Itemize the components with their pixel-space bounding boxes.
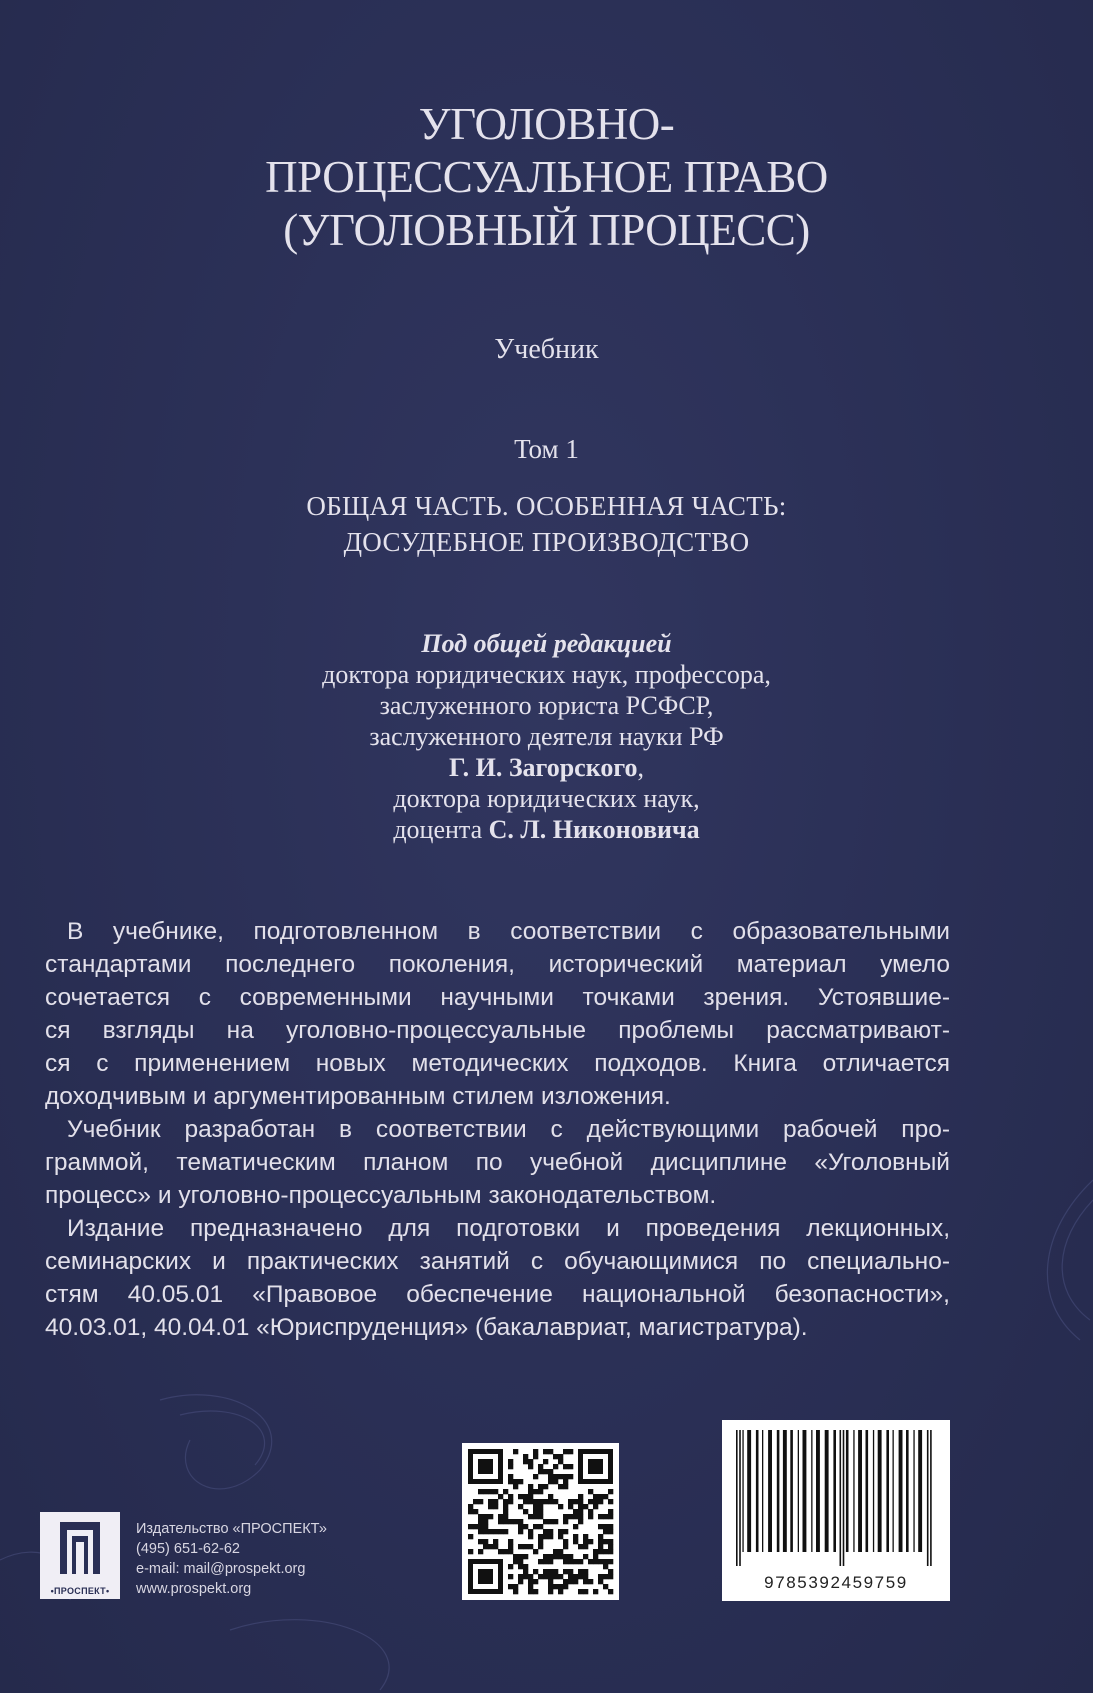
title-line-1: УГОЛОВНО-	[418, 99, 675, 149]
barcode-icon	[722, 1420, 950, 1570]
qr-code-icon	[462, 1443, 619, 1600]
annotation-line: 40.03.01, 40.04.01 «Юриспруденция» (бакалавриат, магистратура).	[45, 1314, 808, 1341]
annotation-line: стандартами последнего поколения, исторический материал умело	[45, 951, 950, 978]
editors-name-2-line	[0, 814, 1093, 845]
editors-name-1-line	[0, 752, 1093, 783]
editor-name-1-suffix: ,	[637, 753, 644, 782]
part-line-1: ОБЩАЯ ЧАСТЬ. ОСОБЕННАЯ ЧАСТЬ:	[306, 491, 787, 521]
publisher-logo-icon	[40, 1512, 120, 1584]
isbn-number: 9785392459759	[764, 1573, 908, 1592]
publisher-logo-text: •ПРОСПЕКТ•	[50, 1586, 110, 1596]
editors-line-4: доктора юридических наук,	[393, 784, 700, 813]
annotation-line: ся взгляды на уголовно-процессуальные проблемы рассматривают-	[45, 1017, 950, 1044]
book-subtitle: Учебник	[494, 334, 599, 365]
annotation-paragraph-1	[45, 915, 950, 1113]
annotation-line: граммой, тематическим планом по учебной дисциплине «Уголовный	[45, 1149, 950, 1176]
publisher-email: e-mail: mail@prospekt.org	[136, 1561, 306, 1577]
annotation-line: стям 40.05.01 «Правовое обеспечение национальной безопасности»,	[45, 1281, 950, 1308]
editors-line-1: доктора юридических наук, профессора,	[322, 660, 771, 689]
publisher-phone: (495) 651-62-62	[136, 1541, 240, 1557]
annotation-line: Издание предназначено для подготовки и проведения лекционных,	[67, 1215, 950, 1242]
annotation-line: семинарских и практических занятий с обучающимися по специально-	[45, 1248, 950, 1275]
publisher-name: Издательство «ПРОСПЕКТ»	[136, 1521, 327, 1537]
annotation-line: ся с применением новых методических подходов. Книга отличается	[45, 1050, 950, 1077]
part-line-2: ДОСУДЕБНОЕ ПРОИЗВОДСТВО	[343, 527, 750, 557]
annotation-line: Учебник разработан в соответствии с действующими рабочей про-	[67, 1116, 950, 1143]
editors-line-3: заслуженного деятеля науки РФ	[369, 722, 724, 751]
editors-lead: Под общей редакцией	[421, 629, 672, 658]
book-volume: Том 1	[514, 434, 579, 464]
annotation-line: сочетается с современными научными точками зрения. Устоявшие-	[45, 984, 950, 1011]
annotation-line: процесс» и уголовно-процессуальным законодательством.	[45, 1182, 717, 1209]
editor-name-2: С. Л. Никоновича	[488, 815, 700, 844]
annotation-paragraph-3	[45, 1212, 950, 1344]
annotation-text	[45, 915, 950, 1344]
publisher-website: www.prospekt.org	[136, 1581, 252, 1597]
book-part	[0, 488, 1093, 560]
editors-line-2: заслуженного юриста РСФСР,	[379, 691, 714, 720]
annotation-line: В учебнике, подготовленном в соответствии с образовательными	[67, 918, 950, 945]
editors-block	[0, 628, 1093, 845]
publisher-logo	[40, 1512, 120, 1599]
title-line-3: (УГОЛОВНЫЙ ПРОЦЕСС)	[283, 205, 810, 255]
qr-code	[462, 1443, 619, 1600]
isbn-barcode	[722, 1420, 950, 1601]
publisher-info	[136, 1519, 327, 1599]
book-title	[0, 98, 1093, 257]
editor-name-1: Г. И. Загорского	[448, 753, 638, 782]
title-line-2: ПРОЦЕССУАЛЬНОЕ ПРАВО	[265, 152, 828, 202]
editor-name-2-prefix: доцента	[393, 815, 489, 844]
annotation-paragraph-2	[45, 1113, 950, 1212]
annotation-line: доходчивым и аргументированным стилем изложения.	[45, 1083, 671, 1110]
